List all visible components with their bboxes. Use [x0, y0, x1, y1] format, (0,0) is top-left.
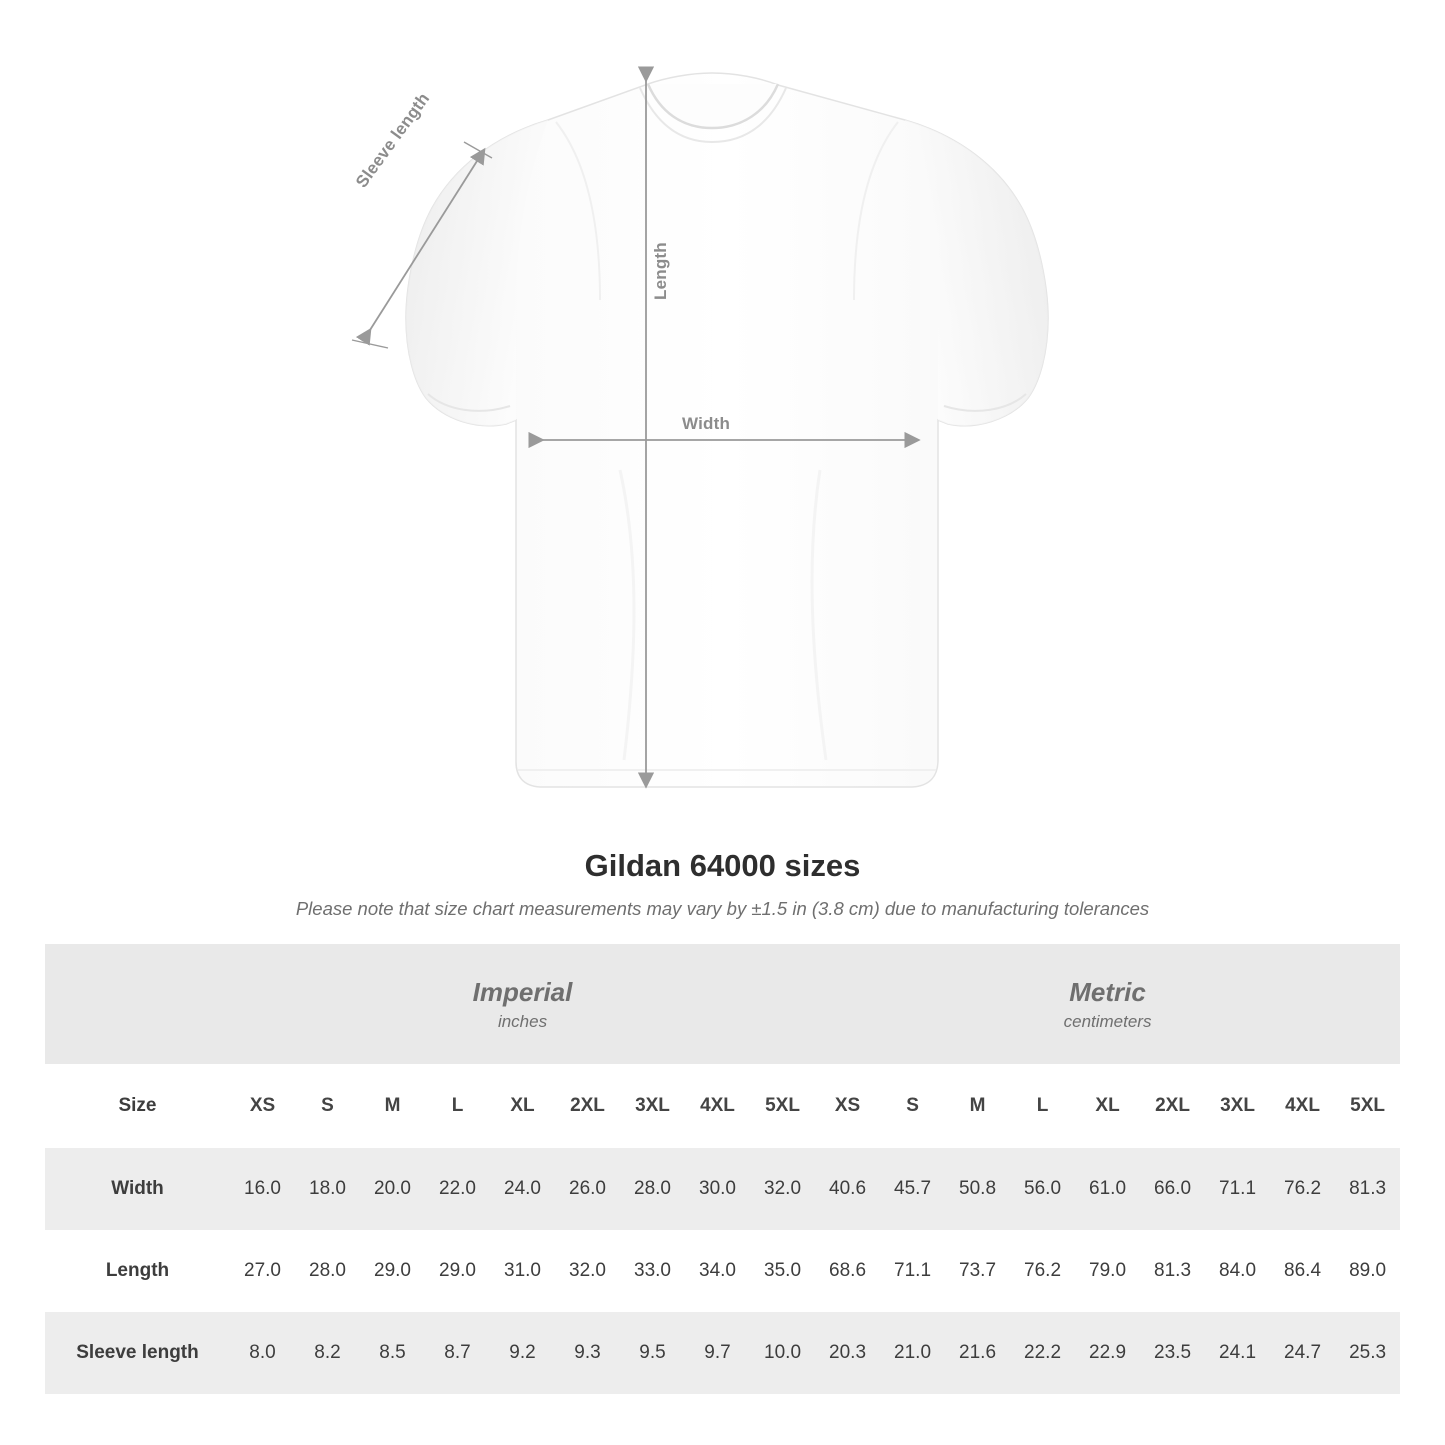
- row-label-width: Width: [45, 1148, 230, 1230]
- table-row: [45, 1312, 1400, 1394]
- cell-sleeve-metric-m: 21.6: [945, 1312, 1010, 1394]
- cell-width-metric-l: 56.0: [1010, 1148, 1075, 1230]
- cell-length-metric-5xl: 89.0: [1335, 1230, 1400, 1312]
- row-label-length: Length: [45, 1230, 230, 1312]
- system-header-row: [45, 944, 1400, 1064]
- cell-length-imperial-l: 29.0: [425, 1230, 490, 1312]
- cell-sleeve-metric-4xl: 24.7: [1270, 1312, 1335, 1394]
- size-col-metric-m: M: [945, 1064, 1010, 1148]
- cell-sleeve-metric-xl: 22.9: [1075, 1312, 1140, 1394]
- cell-sleeve-imperial-l: 8.7: [425, 1312, 490, 1394]
- page-title: Gildan 64000 sizes: [584, 848, 861, 883]
- tolerance-note: Please note that size chart measurements may vary by ±1.5 in (3.8 cm) due to manufacturing tolerances: [295, 898, 1150, 919]
- cell-width-imperial-4xl: 30.0: [685, 1148, 750, 1230]
- cell-sleeve-metric-3xl: 24.1: [1205, 1312, 1270, 1394]
- size-col-imperial-xs: XS: [230, 1064, 295, 1148]
- cell-width-metric-m: 50.8: [945, 1148, 1010, 1230]
- size-col-imperial-4xl: 4XL: [685, 1064, 750, 1148]
- size-col-metric-xl: XL: [1075, 1064, 1140, 1148]
- size-col-metric-s: S: [880, 1064, 945, 1148]
- cell-length-metric-l: 76.2: [1010, 1230, 1075, 1312]
- size-col-metric-l: L: [1010, 1064, 1075, 1148]
- cell-length-imperial-m: 29.0: [360, 1230, 425, 1312]
- cell-width-metric-5xl: 81.3: [1335, 1148, 1400, 1230]
- cell-sleeve-imperial-3xl: 9.5: [620, 1312, 685, 1394]
- cell-length-imperial-s: 28.0: [295, 1230, 360, 1312]
- cell-width-imperial-s: 18.0: [295, 1148, 360, 1230]
- size-col-imperial-m: M: [360, 1064, 425, 1148]
- size-col-metric-4xl: 4XL: [1270, 1064, 1335, 1148]
- width-dimension-label: Width: [682, 414, 731, 433]
- cell-length-imperial-3xl: 33.0: [620, 1230, 685, 1312]
- cell-width-imperial-2xl: 26.0: [555, 1148, 620, 1230]
- cell-width-metric-2xl: 66.0: [1140, 1148, 1205, 1230]
- system-metric-unit: centimeters: [1063, 1012, 1152, 1032]
- cell-width-imperial-3xl: 28.0: [620, 1148, 685, 1230]
- system-imperial-unit: inches: [497, 1012, 548, 1032]
- cell-length-metric-4xl: 86.4: [1270, 1230, 1335, 1312]
- cell-width-metric-xl: 61.0: [1075, 1148, 1140, 1230]
- size-col-metric-xs: XS: [815, 1064, 880, 1148]
- cell-length-metric-2xl: 81.3: [1140, 1230, 1205, 1312]
- size-header-label: Size: [45, 1064, 230, 1148]
- size-col-imperial-3xl: 3XL: [620, 1064, 685, 1148]
- cell-length-imperial-xs: 27.0: [230, 1230, 295, 1312]
- system-metric-name: Metric: [1069, 976, 1146, 1007]
- cell-sleeve-imperial-4xl: 9.7: [685, 1312, 750, 1394]
- cell-width-imperial-xl: 24.0: [490, 1148, 555, 1230]
- system-header-spacer: [45, 944, 230, 1064]
- size-col-imperial-s: S: [295, 1064, 360, 1148]
- cell-sleeve-metric-xs: 20.3: [815, 1312, 880, 1394]
- size-col-imperial-2xl: 2XL: [555, 1064, 620, 1148]
- cell-length-metric-m: 73.7: [945, 1230, 1010, 1312]
- size-chart-table-wrap: [45, 944, 1400, 1394]
- cell-width-metric-xs: 40.6: [815, 1148, 880, 1230]
- cell-width-imperial-xs: 16.0: [230, 1148, 295, 1230]
- cell-width-imperial-5xl: 32.0: [750, 1148, 815, 1230]
- sleeve-length-dimension-label: Sleeve length: [352, 89, 434, 192]
- cell-length-imperial-5xl: 35.0: [750, 1230, 815, 1312]
- length-dimension-label: Length: [651, 242, 670, 300]
- cell-sleeve-metric-5xl: 25.3: [1335, 1312, 1400, 1394]
- cell-width-metric-3xl: 71.1: [1205, 1148, 1270, 1230]
- size-chart-table: [45, 944, 1400, 1394]
- size-col-imperial-xl: XL: [490, 1064, 555, 1148]
- cell-length-imperial-xl: 31.0: [490, 1230, 555, 1312]
- cell-width-imperial-m: 20.0: [360, 1148, 425, 1230]
- cell-sleeve-metric-l: 22.2: [1010, 1312, 1075, 1394]
- cell-width-imperial-l: 22.0: [425, 1148, 490, 1230]
- cell-sleeve-imperial-m: 8.5: [360, 1312, 425, 1394]
- cell-sleeve-imperial-xl: 9.2: [490, 1312, 555, 1394]
- row-label-sleeve-length: Sleeve length: [45, 1312, 230, 1394]
- cell-width-metric-4xl: 76.2: [1270, 1148, 1335, 1230]
- table-row: [45, 1148, 1400, 1230]
- cell-length-metric-3xl: 84.0: [1205, 1230, 1270, 1312]
- size-col-imperial-5xl: 5XL: [750, 1064, 815, 1148]
- size-col-metric-3xl: 3XL: [1205, 1064, 1270, 1148]
- size-col-imperial-l: L: [425, 1064, 490, 1148]
- system-metric: [815, 944, 1400, 1064]
- cell-length-metric-xs: 68.6: [815, 1230, 880, 1312]
- cell-sleeve-imperial-2xl: 9.3: [555, 1312, 620, 1394]
- table-row: [45, 1230, 1400, 1312]
- title-block: [0, 848, 1445, 920]
- cell-sleeve-metric-s: 21.0: [880, 1312, 945, 1394]
- cell-sleeve-metric-2xl: 23.5: [1140, 1312, 1205, 1394]
- cell-length-metric-xl: 79.0: [1075, 1230, 1140, 1312]
- cell-width-metric-s: 45.7: [880, 1148, 945, 1230]
- cell-length-imperial-4xl: 34.0: [685, 1230, 750, 1312]
- cell-length-metric-s: 71.1: [880, 1230, 945, 1312]
- cell-sleeve-imperial-5xl: 10.0: [750, 1312, 815, 1394]
- size-header-row: [45, 1064, 1400, 1148]
- system-imperial-name: Imperial: [472, 976, 573, 1007]
- size-col-metric-5xl: 5XL: [1335, 1064, 1400, 1148]
- system-imperial: [230, 944, 815, 1064]
- cell-sleeve-imperial-s: 8.2: [295, 1312, 360, 1394]
- cell-sleeve-imperial-xs: 8.0: [230, 1312, 295, 1394]
- size-col-metric-2xl: 2XL: [1140, 1064, 1205, 1148]
- cell-length-imperial-2xl: 32.0: [555, 1230, 620, 1312]
